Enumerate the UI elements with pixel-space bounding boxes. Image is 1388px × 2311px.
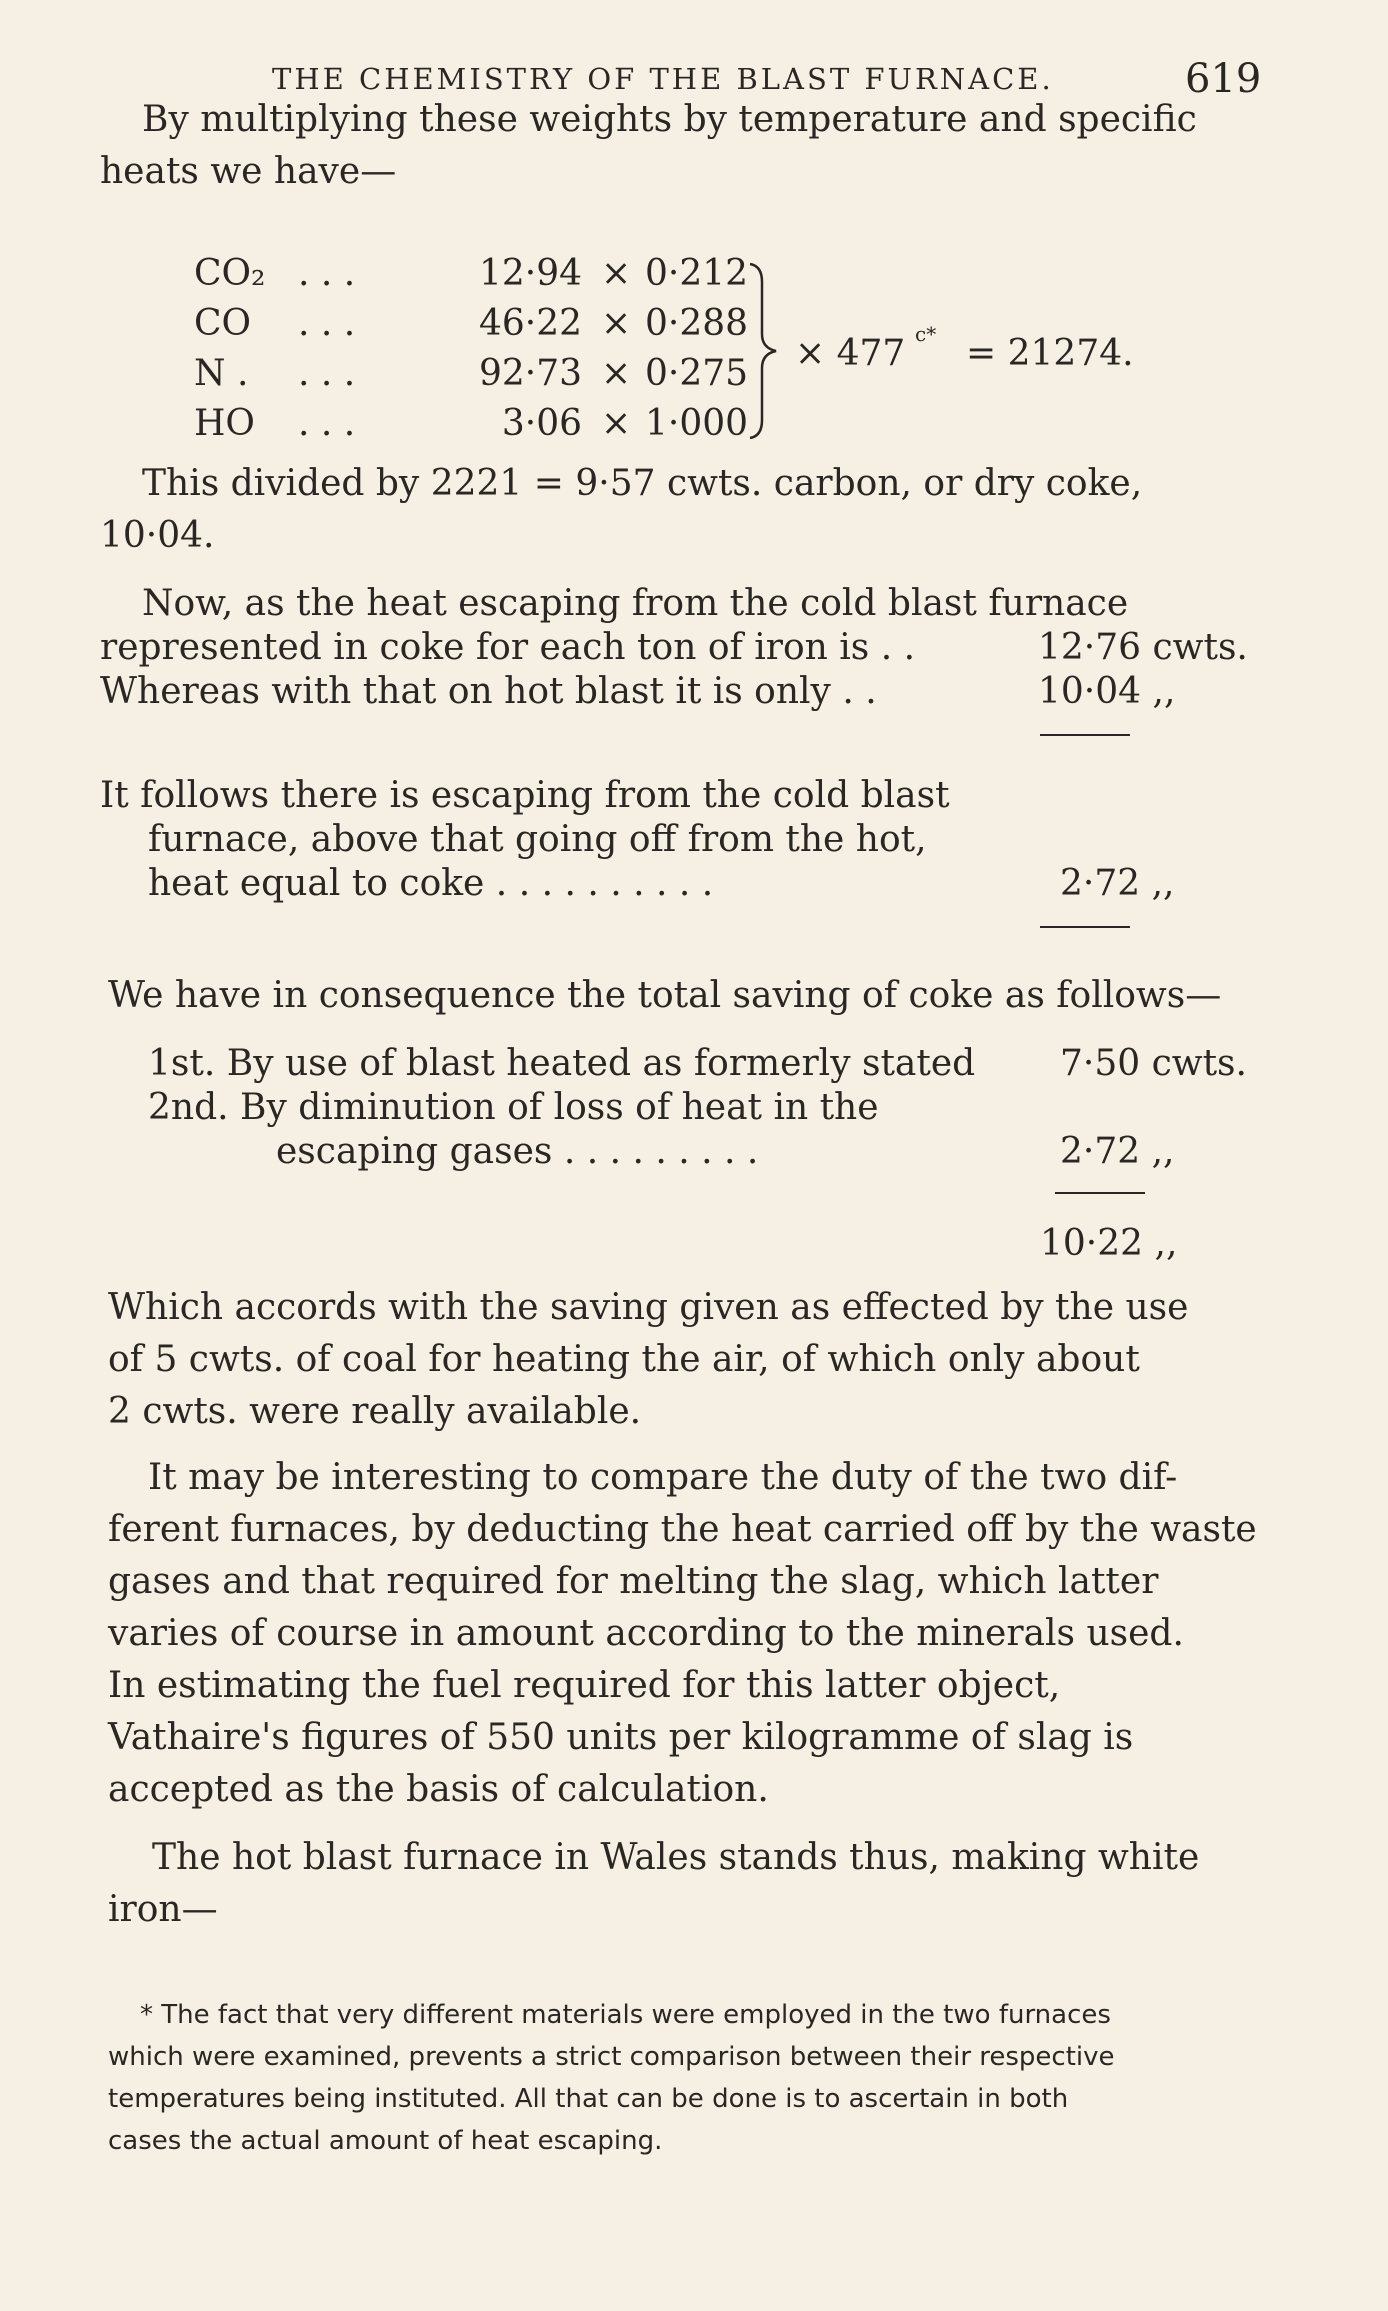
saving-item-1: 1st. By use of blast heated as formerly stated [148,1043,976,1084]
saving-item-2-line-1: 2nd. By diminution of loss of heat in the [148,1087,879,1128]
paragraph-line: ferent furnaces, by deducting the heat carried off by the waste [108,1509,1257,1550]
calc-specific-heat: 1·000 [645,403,749,444]
paragraph-line: 2 cwts. were really available. [108,1391,642,1432]
comparison-row-2: Whereas with that on hot blast it is only . . [100,671,877,712]
footnote-line: cases the actual amount of heat escaping. [108,2126,663,2156]
calc-times: × [601,253,632,294]
saving-value-2: 2·72 ,, [1060,1131,1175,1172]
paragraph-line: iron— [108,1889,218,1930]
follow-line-1: It follows there is escaping from the cold blast [100,775,950,816]
comparison-row-1: represented in coke for each ton of iron is . . [100,627,916,668]
paragraph-line: Vathaire's figures of 550 units per kilogramme of slag is [108,1717,1134,1758]
paragraph-line: accepted as the basis of calculation. [108,1769,769,1810]
comparison-value-1: 12·76 cwts. [1038,627,1248,668]
calc-symbol: HO [194,403,255,444]
calc-symbol: CO [194,303,252,344]
sum-rule [1040,926,1130,928]
follow-value: 2·72 ,, [1060,863,1175,904]
calc-weight: 92·73 [478,353,582,394]
calc-symbol: CO₂ [194,253,266,294]
intro-line-1: By multiplying these weights by temperature and specific [142,99,1197,140]
division-text: This divided by 2221 = 9·57 cwts. carbon, or dry coke, [142,463,1143,504]
footnote-line: which were examined, prevents a strict comparison between their respective [108,2042,1115,2072]
calc-weight: 12·94 [478,253,582,294]
division-line-2: 10·04. [100,515,215,556]
right-brace-icon [746,262,786,440]
calc-dots: . . . [298,353,356,394]
paragraph-line: gases and that required for melting the slag, which latter [108,1561,1159,1602]
paragraph-line: It may be interesting to compare the duty of the two dif- [148,1457,1178,1498]
saving-total: 10·22 ,, [1040,1223,1178,1264]
comparison-value-2: 10·04 ,, [1038,671,1176,712]
calc-specific-heat: 0·212 [645,253,749,294]
follow-line-2: furnace, above that going off from the hot, [148,819,927,860]
calc-result: = 21274. [966,333,1134,374]
paragraph-line: Which accords with the saving given as effected by the use [108,1287,1189,1328]
saving-intro: We have in consequence the total saving of coke as follows— [108,975,1222,1016]
intro-line-2: heats we have— [100,151,397,192]
calc-times: × [601,303,632,344]
paragraph-line: In estimating the fuel required for this latter object, [108,1665,1061,1706]
saving-item-2-line-2: escaping gases . . . . . . . . . [276,1131,759,1172]
calc-specific-heat: 0·275 [645,353,749,394]
calc-weight: 3·06 [501,403,582,444]
calc-specific-heat: 0·288 [645,303,749,344]
running-title: THE CHEMISTRY OF THE BLAST FURNACE. [272,62,1054,96]
paragraph-line: The hot blast furnace in Wales stands thus, making white [152,1837,1200,1878]
calc-symbol: N . [194,353,249,394]
division-line-1 [142,458,1252,510]
sum-rule [1040,734,1130,736]
paragraph-line: of 5 cwts. of coal for heating the air, of which only about [108,1339,1140,1380]
paragraph-line: varies of course in amount according to the minerals used. [108,1613,1184,1654]
sum-rule [1055,1192,1145,1194]
follow-line-3: heat equal to coke . . . . . . . . . . [148,863,714,904]
saving-value-1: 7·50 cwts. [1060,1043,1247,1084]
calc-dots: . . . [298,403,356,444]
footnote-line: temperatures being instituted. All that can be done is to ascertain in both [108,2084,1069,2114]
calc-times: × [601,403,632,444]
calc-multiplier-mark: c* [915,322,937,346]
page-number: 619 [1185,56,1262,102]
footnote-line: * The fact that very different materials were employed in the two furnaces [140,2000,1111,2030]
calc-dots: . . . [298,303,356,344]
calc-weight: 46·22 [478,303,582,344]
calc-multiplier: × 477 [795,333,906,374]
calc-times: × [601,353,632,394]
comparison-intro: Now, as the heat escaping from the cold blast furnace [142,583,1129,624]
calc-dots: . . . [298,253,356,294]
